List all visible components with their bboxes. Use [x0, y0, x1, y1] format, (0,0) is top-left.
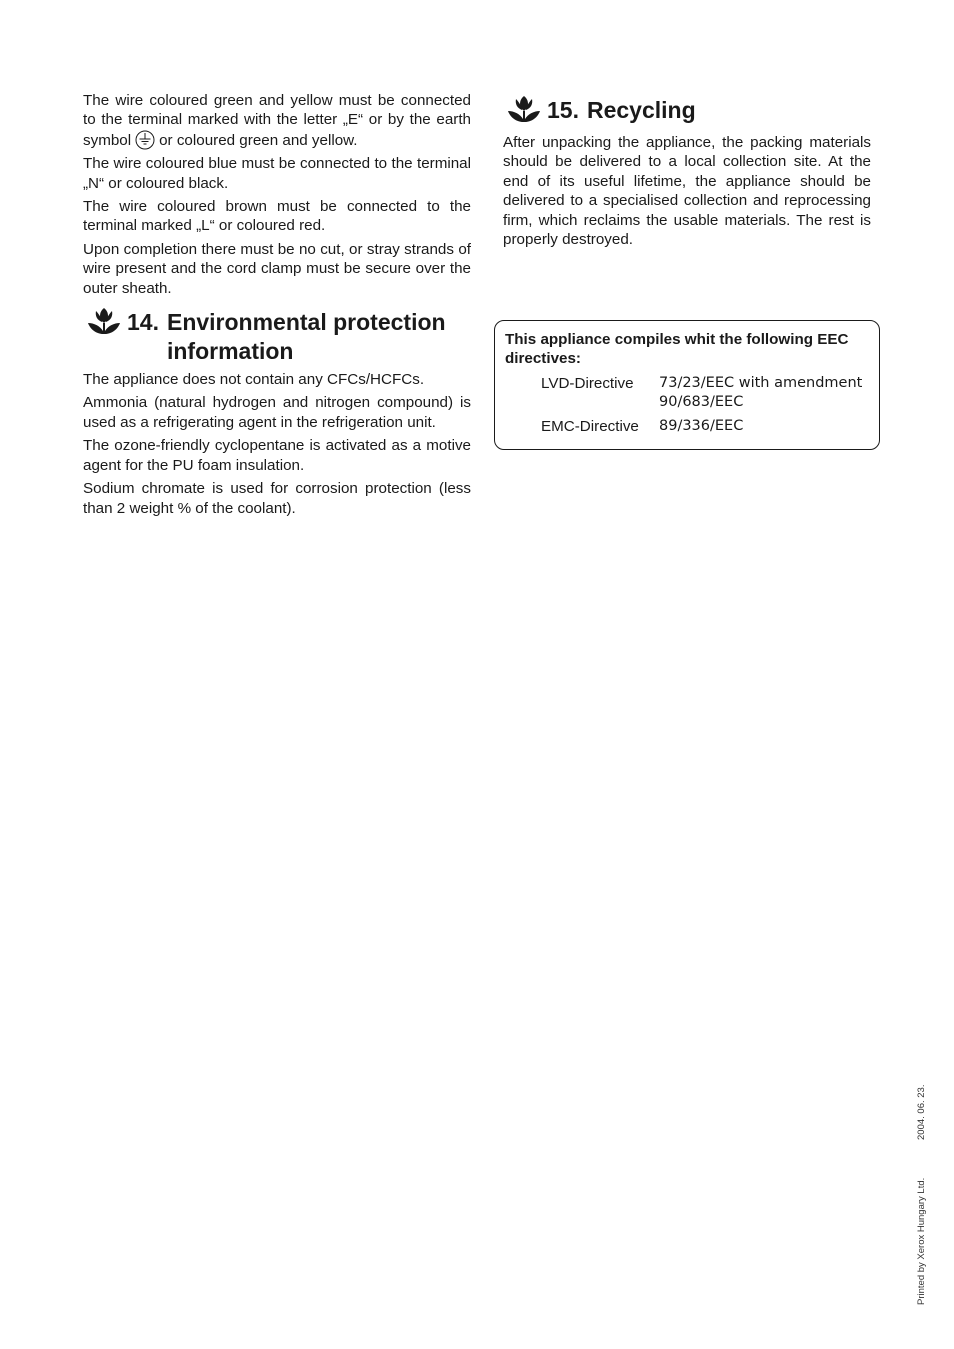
print-date: 2004. 06. 23.: [916, 1084, 927, 1140]
flower-icon: [507, 94, 541, 124]
section-14-title: Environmental protection information: [166, 309, 446, 365]
directive-name: EMC-Directive: [541, 418, 639, 435]
recycling-paragraph: After unpacking the appliance, the packing materials should be delivered to a local collection site. At the end of its useful lifetime, the appliance should be delivered to a specialised collection and reprocessing firm, which reclaims the usable materials. The rest is properly destroyed.: [503, 134, 871, 249]
directive-value: 73/23/EEC with amendment 90/683/EEC: [659, 375, 863, 410]
env-paragraph: The appliance does not contain any CFCs/HCFCs.: [83, 371, 425, 389]
directive-value: 89/336/EEC: [659, 418, 744, 434]
flower-icon: [87, 306, 121, 336]
eec-directives-box: [494, 320, 880, 450]
wiring-text: The wire coloured green and yellow must be connected to the terminal marked with the letter „E“ or by the earth symbol: [83, 92, 471, 149]
directive-name: LVD-Directive: [541, 375, 634, 392]
wiring-text: or coloured green and yellow.: [159, 131, 358, 149]
printer-credit: Printed by Xerox Hungary Ltd.: [916, 1177, 927, 1305]
wiring-completion: Upon completion there must be no cut, or stray strands of wire present and the cord clamp must be secure over the outer sheath.: [83, 240, 471, 297]
env-paragraph: Sodium chromate is used for corrosion protection (less than 2 weight % of the coolant).: [83, 480, 471, 517]
section-14-number: 14.: [127, 309, 159, 336]
directive-row: [505, 374, 869, 412]
wiring-blue: The wire coloured blue must be connected to the terminal „N“ or coloured black.: [83, 155, 471, 192]
eec-title: This appliance compiles whit the following EEC directives:: [505, 331, 849, 367]
wiring-green-yellow: [83, 91, 471, 150]
section-15-heading: [507, 96, 871, 125]
env-paragraph: Ammonia (natural hydrogen and nitrogen compound) is used as a refrigerating agent in the refrigeration unit.: [83, 394, 471, 431]
env-paragraph: The ozone-friendly cyclopentane is activated as a motive agent for the PU foam insulation.: [83, 437, 471, 474]
wiring-brown: The wire coloured brown must be connected to the terminal marked „L“ or coloured red.: [83, 198, 471, 235]
section-15-title: Recycling: [586, 97, 696, 123]
section-14-heading: [87, 308, 471, 366]
left-column: [83, 91, 471, 522]
directive-row: [505, 417, 869, 436]
right-column: [503, 96, 871, 253]
section-15-number: 15.: [547, 97, 579, 123]
earth-symbol-icon: [135, 130, 155, 150]
